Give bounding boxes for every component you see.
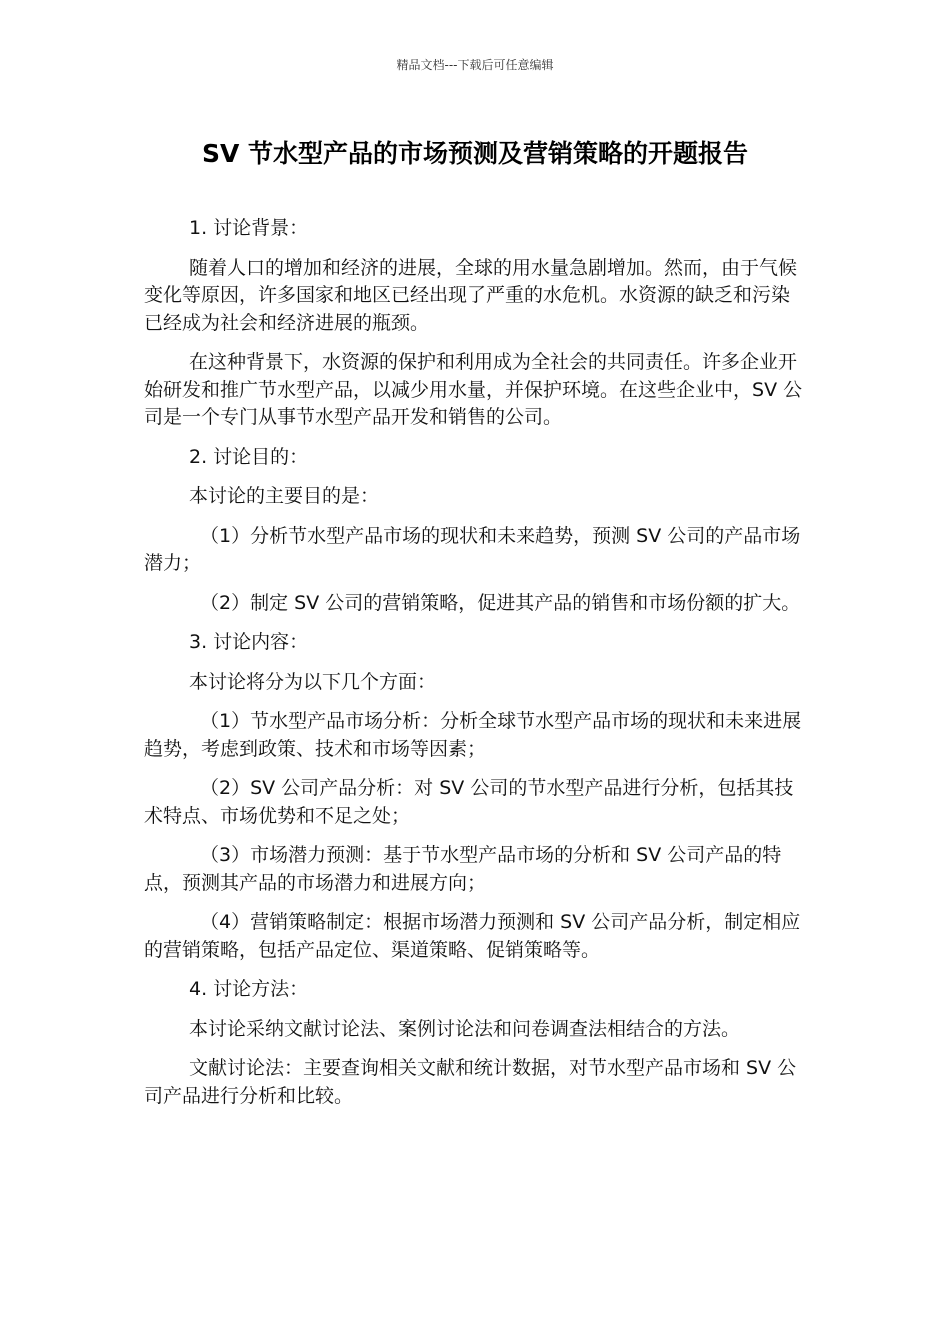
- paragraph: 本讨论将分为以下几个方面：: [189, 670, 437, 693]
- list-item: （4）营销策略制定：根据市场潜力预测和 SV 公司产品分析，制定相应的营销策略，包括产品定位、渠道策略、促销策略等。: [144, 911, 801, 961]
- section-heading-content: 3. 讨论内容：: [189, 631, 309, 653]
- section-heading-background: 1. 讨论背景：: [189, 217, 309, 239]
- list-item: （1）分析节水型产品市场的现状和未来趋势，预测 SV 公司的产品市场潜力；: [144, 524, 801, 574]
- list-item: （3）市场潜力预测：基于节水型产品市场的分析和 SV 公司产品的特点，预测其产品的市场潜力和进展方向；: [144, 844, 782, 894]
- paragraph: 文献讨论法：主要查询相关文献和统计数据，对节水型产品市场和 SV 公司产品进行分析和比较。: [144, 1057, 797, 1107]
- paragraph: 在这种背景下，水资源的保护和利用成为全社会的共同责任。许多企业开始研发和推广节水型产品，以减少用水量，并保护环境。在这些企业中，SV 公司是一个专门从事节水型产品开发和销售的公司。: [144, 351, 803, 428]
- list-item: （1）节水型产品市场分析：分析全球节水型产品市场的现状和未来进展趋势，考虑到政策、技术和市场等因素；: [144, 710, 802, 760]
- list-item: （2）SV 公司产品分析：对 SV 公司的节水型产品进行分析，包括其技术特点、市场优势和不足之处；: [144, 777, 794, 827]
- paragraph: 本讨论采纳文献讨论法、案例讨论法和问卷调查法相结合的方法。: [189, 1017, 741, 1040]
- paragraph: 随着人口的增加和经济的进展，全球的用水量急剧增加。然而，由于气候变化等原因，许多国家和地区已经出现了严重的水危机。水资源的缺乏和污染已经成为社会和经济进展的瓶颈。: [144, 256, 798, 334]
- section-heading-purpose: 2. 讨论目的：: [189, 445, 309, 468]
- list-item: （2）制定 SV 公司的营销策略，促进其产品的销售和市场份额的扩大。: [200, 591, 801, 614]
- document-title: SV 节水型产品的市场预测及营销策略的开题报告: [201, 139, 749, 168]
- document-body: [144, 215, 806, 1122]
- header-note: 精品文档---下载后可任意编辑: [396, 58, 554, 72]
- paragraph: 本讨论的主要目的是：: [189, 485, 380, 507]
- section-heading-method: 4. 讨论方法：: [189, 978, 309, 1000]
